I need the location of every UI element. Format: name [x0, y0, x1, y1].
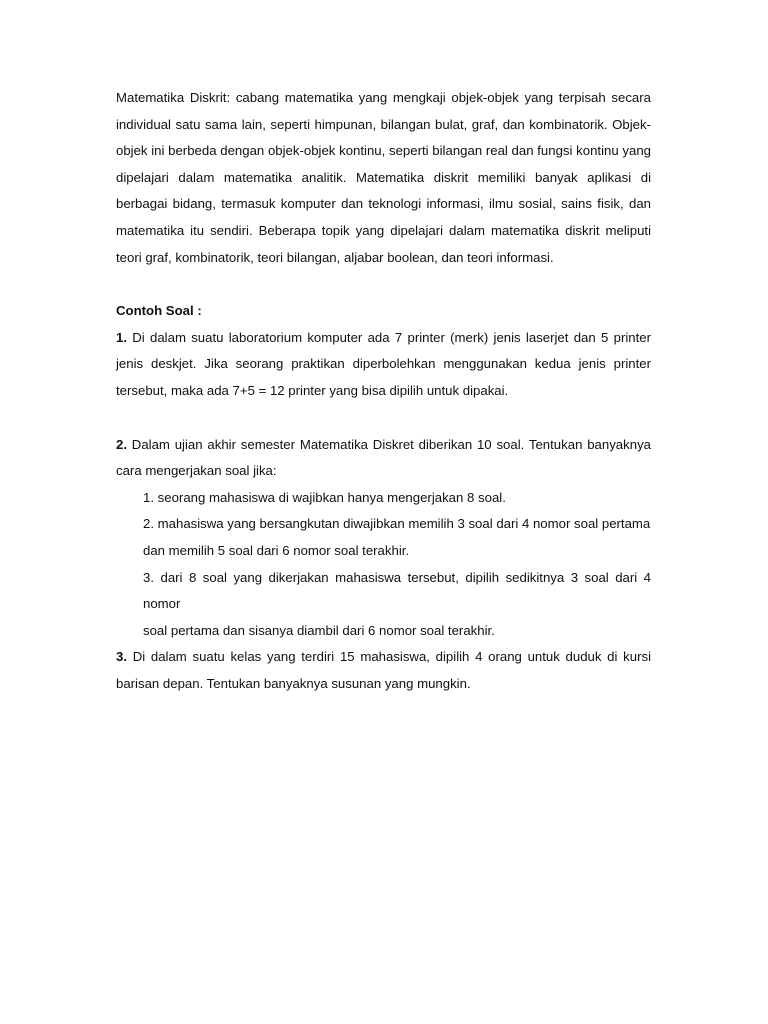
problem-text: Di dalam suatu laboratorium komputer ada 7 printer (merk) jenis laserjet dan 5 printer jenis deskjet. Jika seorang praktikan diperbolehkan menggunakan kedua jenis printer tersebut, maka ada 7+5 = 12 printer yang bisa dipilih untuk dipakai. [116, 329, 651, 398]
problem-number: 3. [116, 649, 127, 665]
subitem-2: 2. mahasiswa yang bersangkutan diwajibkan memilih 3 soal dari 4 nomor soal pertama [143, 516, 651, 532]
problem-2 [116, 432, 651, 485]
subitem-2-continuation: dan memilih 5 soal dari 6 nomor soal terakhir. [143, 542, 410, 558]
problem-number: 2. [116, 436, 127, 452]
document-body [116, 85, 651, 697]
subitem-3-continuation: soal pertama dan sisanya diambil dari 6 nomor soal terakhir. [143, 622, 495, 638]
subitem-3: 3. dari 8 soal yang dikerjakan mahasiswa tersebut, dipilih sedikitnya 3 soal dari 4 nomor [143, 569, 651, 612]
subitem-1: 1. seorang mahasiswa di wajibkan hanya mengerjakan 8 soal. [143, 489, 506, 505]
section-heading: Contoh Soal : [116, 303, 202, 319]
problem-1 [116, 325, 651, 405]
spacer [116, 405, 651, 432]
problem-number: 1. [116, 329, 127, 345]
problem-3 [116, 644, 651, 697]
problem-text: Dalam ujian akhir semester Matematika Diskret diberikan 10 soal. Tentukan banyaknya cara mengerjakan soal jika: [116, 436, 651, 479]
problem-text: Di dalam suatu kelas yang terdiri 15 mahasiswa, dipilih 4 orang untuk duduk di kursi barisan depan. Tentukan banyaknya susunan yang mungkin. [116, 649, 651, 691]
intro-paragraph: Matematika Diskrit: cabang matematika yang mengkaji objek-objek yang terpisah secara individual satu sama lain, seperti himpunan, bilangan bulat, graf, dan kombinatorik. Objek-objek ini berbeda dengan objek-objek kontinu, seperti bilangan real dan fungsi kontinu yang dipelajari dalam matematika analitik. Matematika diskrit memiliki banyak aplikasi di berbagai bidang, termasuk komputer dan teknologi informasi, ilmu sosial, sains fisik, dan matematika itu sendiri. Beberapa topik yang dipelajari dalam matematika diskrit meliputi teori graf, kombinatorik, teori bilangan, aljabar boolean, dan teori informasi. [116, 90, 651, 265]
